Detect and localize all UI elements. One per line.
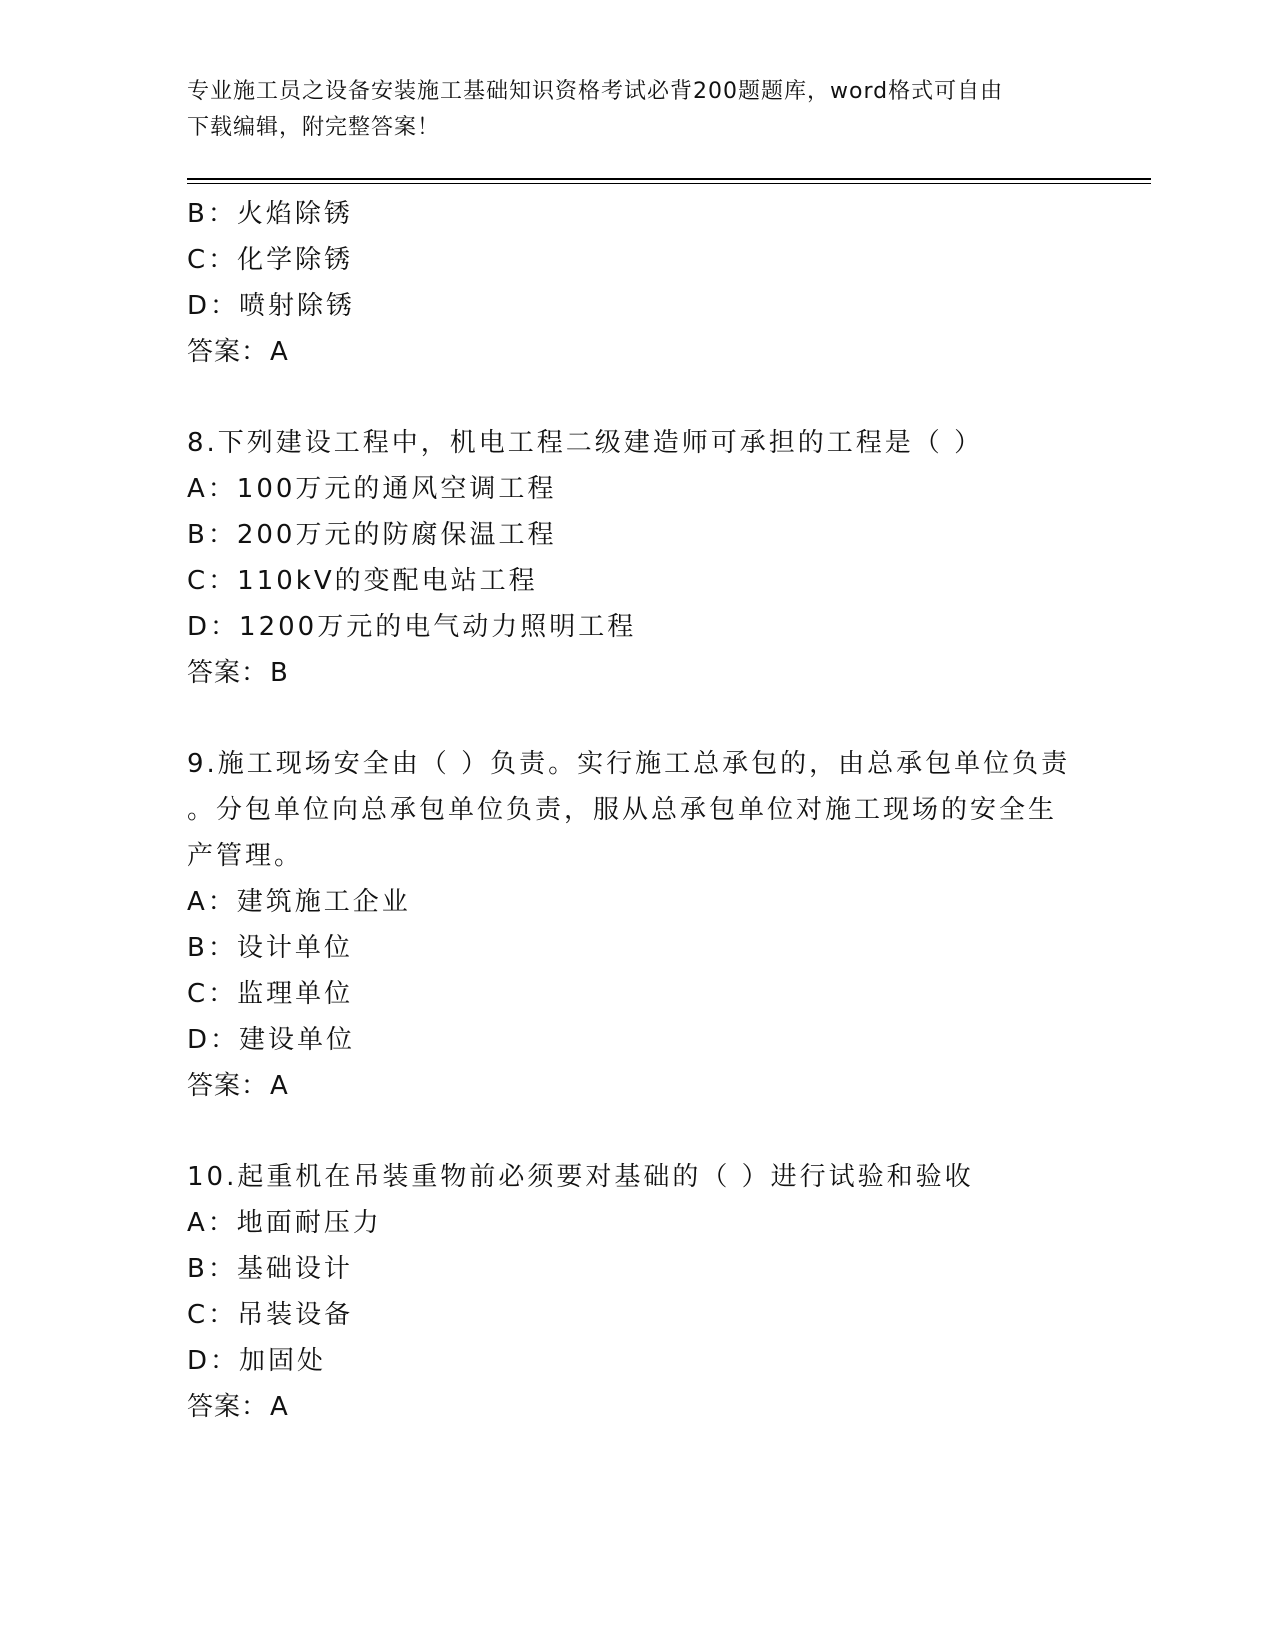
answer-line	[187, 1063, 1087, 1109]
question-8	[187, 420, 1087, 696]
answer-line	[187, 650, 1087, 696]
header-line-2: 下载编辑，附完整答案！	[187, 115, 441, 140]
question-stem-line-1: 9.施工现场安全由（ ）负责。实行施工总承包的，由总承包单位负责	[187, 749, 1071, 779]
option-b: B：设计单位	[187, 933, 353, 963]
question-partial	[187, 191, 1087, 375]
header-divider-thick	[187, 178, 1151, 180]
option-b: B：基础设计	[187, 1254, 353, 1284]
header-line-1: 专业施工员之设备安装施工基础知识资格考试必背200题题库，word格式可自由	[187, 79, 1004, 104]
option-c: C：110kV的变配电站工程	[187, 566, 538, 596]
option-c: C：吊装设备	[187, 1300, 354, 1330]
option-c: C：化学除锈	[187, 245, 354, 275]
document-header	[187, 74, 1087, 146]
option-b: B：火焰除锈	[187, 199, 353, 229]
spacer	[187, 1109, 1087, 1154]
option-a: A：地面耐压力	[187, 1208, 382, 1238]
answer-value: B	[270, 658, 289, 688]
option-a: A：建筑施工企业	[187, 887, 411, 917]
spacer	[187, 696, 1087, 741]
answer-label: 答案：	[187, 658, 269, 688]
spacer	[187, 375, 1087, 420]
question-stem-line-3: 产管理。	[187, 841, 304, 871]
header-divider-thin	[187, 183, 1151, 184]
question-stem: 8.下列建设工程中，机电工程二级建造师可承担的工程是（ ）	[187, 428, 984, 458]
answer-line	[187, 329, 1087, 375]
option-d: D：1200万元的电气动力照明工程	[187, 612, 637, 642]
option-d: D：建设单位	[187, 1025, 356, 1055]
question-list	[187, 191, 1087, 1430]
answer-label: 答案：	[187, 1392, 269, 1422]
question-9	[187, 741, 1087, 1109]
question-10	[187, 1154, 1087, 1430]
option-d: D：喷射除锈	[187, 291, 356, 321]
option-d: D：加固处	[187, 1346, 327, 1376]
answer-value: A	[270, 1071, 289, 1101]
answer-label: 答案：	[187, 337, 269, 367]
option-a: A：100万元的通风空调工程	[187, 474, 557, 504]
option-b: B：200万元的防腐保温工程	[187, 520, 557, 550]
answer-line	[187, 1384, 1087, 1430]
answer-value: A	[270, 1392, 289, 1422]
question-stem-line-2: 。分包单位向总承包单位负责，服从总承包单位对施工现场的安全生	[187, 795, 1058, 825]
answer-label: 答案：	[187, 1071, 269, 1101]
option-c: C：监理单位	[187, 979, 354, 1009]
answer-value: A	[270, 337, 289, 367]
question-stem: 10.起重机在吊装重物前必须要对基础的（ ）进行试验和验收	[187, 1162, 974, 1192]
